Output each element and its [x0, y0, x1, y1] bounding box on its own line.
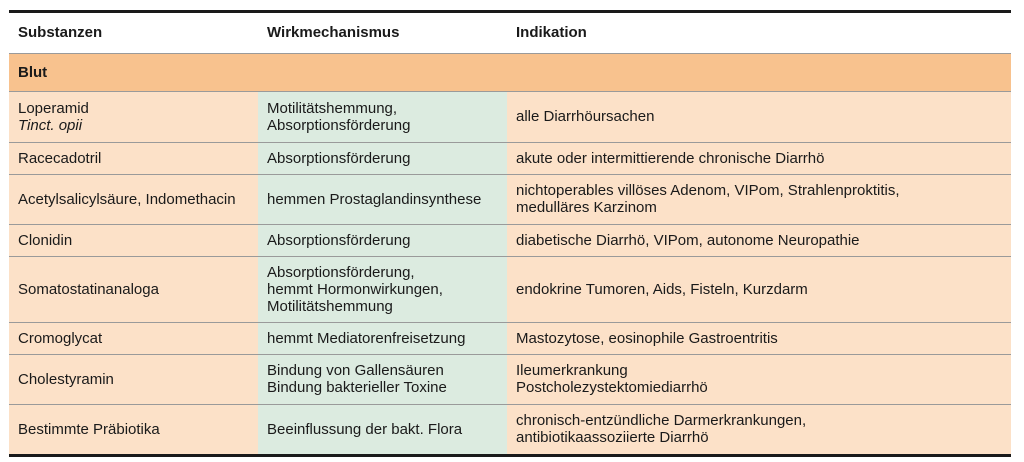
table-row: [9, 256, 1011, 322]
substance-cell: [9, 404, 258, 454]
header-wirkmechanismus: Wirkmechanismus: [258, 13, 507, 53]
table-row: [9, 224, 1011, 256]
indication-cell-line: chronisch-entzündliche Darmerkrankungen,: [516, 412, 807, 430]
substance-cell-line: Loperamid: [18, 99, 89, 117]
indication-cell-line: antibiotikaassoziierte Diarrhö: [516, 429, 709, 447]
mechanism-cell: [258, 142, 507, 174]
substance-cell-line: Clonidin: [18, 231, 73, 249]
substance-cell: [9, 256, 258, 322]
table-row: [9, 322, 1011, 354]
indication-cell-line: Ileumerkrankung: [516, 362, 628, 379]
substance-cell-line: Somatostatinanaloga: [18, 280, 159, 298]
header-indikation: Indikation: [507, 13, 1011, 53]
table-row: [9, 91, 1011, 142]
mechanism-cell-line: Motilitätshemmung: [267, 297, 393, 315]
mechanism-cell-line: Beeinflussung der bakt. Flora: [267, 420, 463, 438]
section-label: Blut: [9, 53, 1011, 91]
mechanism-cell: [258, 354, 507, 404]
substance-cell: [9, 91, 258, 142]
indication-cell: [507, 91, 1011, 142]
mechanism-cell: [258, 322, 507, 354]
mechanism-cell: [258, 256, 507, 322]
table-row: [9, 174, 1011, 224]
mechanism-cell: [258, 91, 507, 142]
indication-cell-line: nichtoperables villöses Adenom, VIPom, Strahlenproktitis,: [516, 182, 900, 199]
indication-cell-line: endokrine Tumoren, Aids, Fisteln, Kurzdarm: [516, 280, 808, 298]
table-header-row: [9, 13, 1011, 53]
indication-cell-line: akute oder intermittierende chronische Diarrhö: [516, 149, 825, 167]
table-row: [9, 404, 1011, 454]
mechanism-cell: [258, 404, 507, 454]
mechanism-cell-line: Bindung bakterieller Toxine: [267, 379, 447, 396]
indication-cell-line: Mastozytose, eosinophile Gastroentritis: [516, 329, 778, 347]
indication-cell: [507, 322, 1011, 354]
indication-cell-line: medulläres Karzinom: [516, 199, 657, 216]
substance-cell: [9, 142, 258, 174]
indication-cell-line: Postcholezystektomiediarrhö: [516, 379, 708, 396]
indication-cell: [507, 142, 1011, 174]
section-row: [9, 53, 1011, 91]
indication-cell: [507, 354, 1011, 404]
substance-cell-line: Cromoglycat: [18, 329, 103, 347]
substance-cell-line: Cholestyramin: [18, 370, 114, 388]
indication-cell-line: alle Diarrhöursachen: [516, 108, 655, 125]
table-row: [9, 142, 1011, 174]
mechanism-cell-line: Absorptionsförderung: [267, 116, 411, 134]
substance-cell: [9, 224, 258, 256]
mechanism-cell-line: Absorptionsförderung: [267, 149, 411, 167]
mechanism-cell-line: Bindung von Gallensäuren: [267, 362, 444, 379]
mechanism-cell-line: Absorptionsförderung,: [267, 263, 415, 281]
mechanism-cell: [258, 174, 507, 224]
substance-italic-line: Tinct. opii: [18, 116, 83, 134]
mechanism-cell: [258, 224, 507, 256]
indication-cell: [507, 404, 1011, 454]
substance-cell: [9, 322, 258, 354]
drug-table-container: [9, 10, 1011, 457]
drug-table: [9, 13, 1011, 454]
indication-cell: [507, 174, 1011, 224]
mechanism-cell-line: hemmt Hormonwirkungen,: [267, 280, 443, 298]
mechanism-cell-line: hemmt Mediatorenfreisetzung: [267, 329, 466, 347]
mechanism-cell-line: Absorptionsförderung: [267, 231, 411, 249]
indication-cell: [507, 256, 1011, 322]
substance-cell: [9, 354, 258, 404]
substance-cell: [9, 174, 258, 224]
substance-cell-line: Racecadotril: [18, 149, 102, 167]
substance-cell-line: Acetylsalicylsäure, Indomethacin: [18, 190, 236, 208]
substance-cell-line: Bestimmte Präbiotika: [18, 420, 160, 438]
mechanism-cell-line: hemmen Prostaglandinsynthese: [267, 190, 482, 208]
mechanism-cell-line: Motilitätshemmung,: [267, 99, 398, 117]
indication-cell-line: diabetische Diarrhö, VIPom, autonome Neuropathie: [516, 231, 860, 249]
header-substanzen: Substanzen: [9, 13, 258, 53]
table-bottom-rule: [9, 454, 1011, 457]
indication-cell: [507, 224, 1011, 256]
table-row: [9, 354, 1011, 404]
